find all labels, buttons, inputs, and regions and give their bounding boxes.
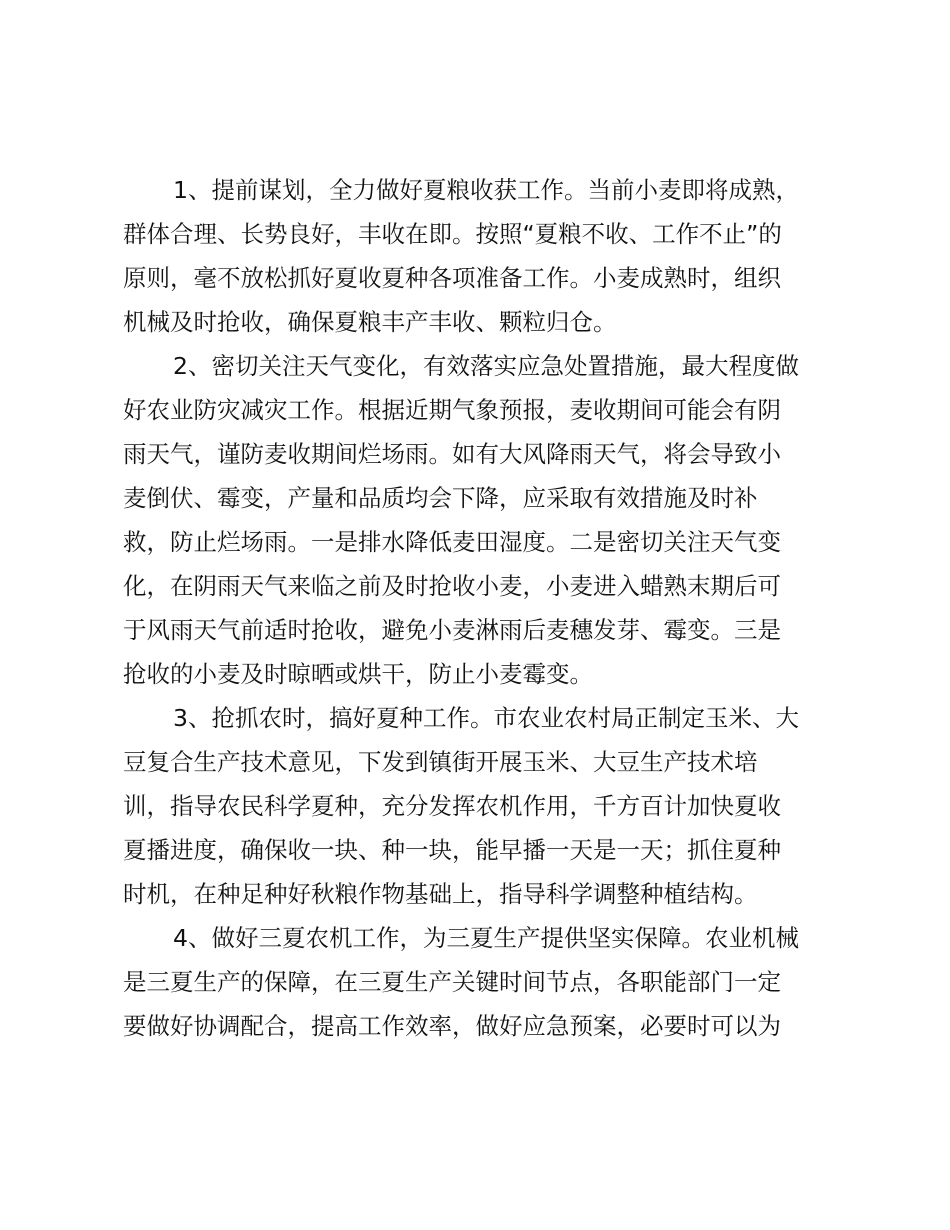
paragraph-3-line-4: 夏播进度，确保收一块、种一块，能早播一天是一天；抓住夏种	[123, 836, 781, 864]
paragraph-1-line-4: 机械及时抢收，确保夏粮丰产丰收、颗粒归仓。	[123, 308, 617, 336]
paragraph-2-line-3: 雨天气，谨防麦收期间烂场雨。如有大风降雨天气，将会导致小	[123, 440, 781, 468]
paragraph-1-line-2: 群体合理、长势良好，丰收在即。按照“夏粮不收、工作不止”的	[123, 220, 782, 248]
paragraph-4-line-1: 4、做好三夏农机工作，为三夏生产提供坚实保障。农业机械	[173, 924, 799, 952]
paragraph-2-line-7: 于风雨天气前适时抢收，避免小麦淋雨后麦穗发芽、霉变。三是	[123, 616, 781, 644]
paragraph-2-line-8: 抢收的小麦及时晾晒或烘干，防止小麦霉变。	[123, 660, 593, 688]
paragraph-1-line-1: 1、提前谋划，全力做好夏粮收获工作。当前小麦即将成熟，	[173, 176, 799, 204]
document-body	[123, 168, 838, 1048]
paragraph-1-line-3: 原则，毫不放松抓好夏收夏种各项准备工作。小麦成熟时，组织	[123, 264, 781, 292]
paragraph-2-line-1: 2、密切关注天气变化，有效落实应急处置措施，最大程度做	[173, 352, 799, 380]
paragraph-3-line-2: 豆复合生产技术意见，下发到镇街开展玉米、大豆生产技术培	[123, 748, 758, 776]
paragraph-3-line-3: 训，指导农民科学夏种，充分发挥农机作用，千方百计加快夏收	[123, 792, 781, 820]
paragraph-3-line-5: 时机，在种足种好秋粮作物基础上，指导科学调整种植结构。	[123, 880, 758, 908]
paragraph-2-line-4: 麦倒伏、霉变，产量和品质均会下降，应采取有效措施及时补	[123, 484, 758, 512]
paragraph-2-line-6: 化，在阴雨天气来临之前及时抢收小麦，小麦进入蜡熟末期后可	[123, 572, 781, 600]
paragraph-4-line-2: 是三夏生产的保障，在三夏生产关键时间节点，各职能部门一定	[123, 968, 781, 996]
paragraph-2-line-5: 救，防止烂场雨。一是排水降低麦田湿度。二是密切关注天气变	[123, 528, 781, 556]
paragraph-4-line-3: 要做好协调配合，提高工作效率，做好应急预案，必要时可以为	[123, 1012, 781, 1040]
paragraph-2-line-2: 好农业防灾减灾工作。根据近期气象预报，麦收期间可能会有阴	[123, 396, 781, 424]
paragraph-3-line-1: 3、抢抓农时，搞好夏种工作。市农业农村局正制定玉米、大	[173, 704, 799, 732]
